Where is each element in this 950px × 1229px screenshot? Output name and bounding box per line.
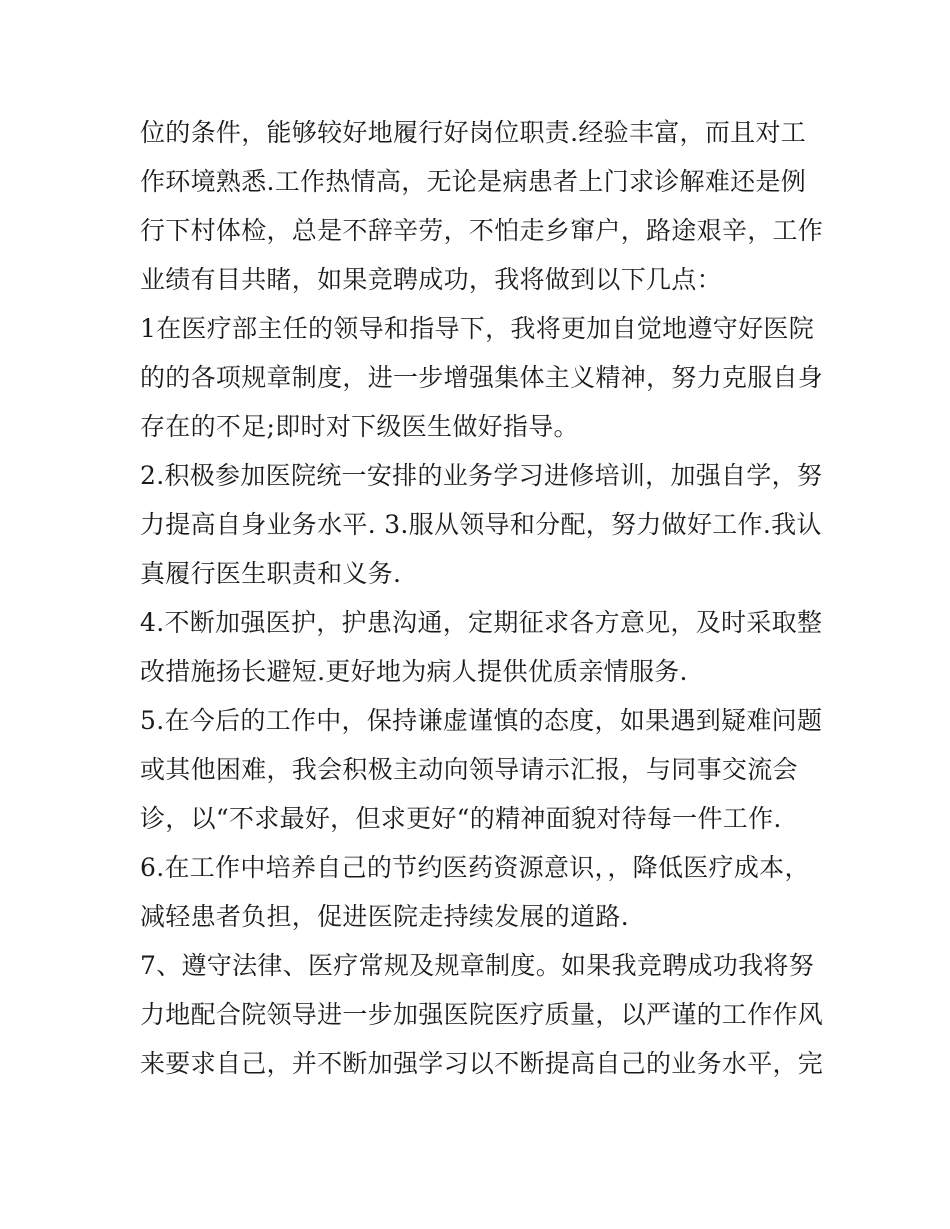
text-line: 力地配合院领导进一步加强医院医疗质量，以严谨的工作作风 [140,1000,824,1029]
text-line: 诊，以“不求最好，但求更好“的精神面貌对待每一件工作. [140,804,782,833]
text-line: 5.在今后的工作中，保持谦虚谨慎的态度，如果遇到疑难问题 [140,706,823,735]
text-line: 力提高自身业务水平. 3.服从领导和分配，努力做好工作.我认 [140,510,822,539]
text-line: 行下村体检，总是不辞辛劳，不怕走乡窜户，路途艰辛，工作 [140,216,824,245]
text-line: 减轻患者负担，促进医院走持续发展的道路. [140,902,629,931]
document-body [140,108,824,1088]
text-line: 或其他困难，我会积极主动向领导请示汇报，与同事交流会 [140,755,798,784]
text-line: 来要求自己，并不断加强学习以不断提高自己的业务水平，完 [140,1049,824,1078]
text-line: 的的各项规章制度，进一步增强集体主义精神，努力克服自身 [140,363,824,392]
text-line: 存在的不足;即时对下级医生做好指导。 [140,412,579,441]
text-line: 6.在工作中培养自己的节约医药资源意识，，降低医疗成本， [140,853,810,882]
text-line: 业绩有目共睹，如果竞聘成功，我将做到以下几点： [140,265,722,294]
text-line: 位的条件，能够较好地履行好岗位职责.经验丰富，而且对工 [140,118,807,147]
text-line: 4.不断加强医护，护患沟通，定期征求各方意见，及时采取整 [140,608,823,637]
text-line: 作环境熟悉.工作热情高，无论是病患者上门求诊解难还是例 [140,167,807,196]
text-line: 真履行医生职责和义务. [140,559,402,588]
text-line: 2.积极参加医院统一安排的业务学习进修培训，加强自学，努 [140,461,823,490]
text-line: 7、遵守法律、医疗常规及规章制度。如果我竞聘成功我将努 [140,951,815,980]
text-line: 改措施扬长避短.更好地为病人提供优质亲情服务. [140,657,688,686]
text-line: 1在医疗部主任的领导和指导下，我将更加自觉地遵守好医院 [140,314,815,343]
